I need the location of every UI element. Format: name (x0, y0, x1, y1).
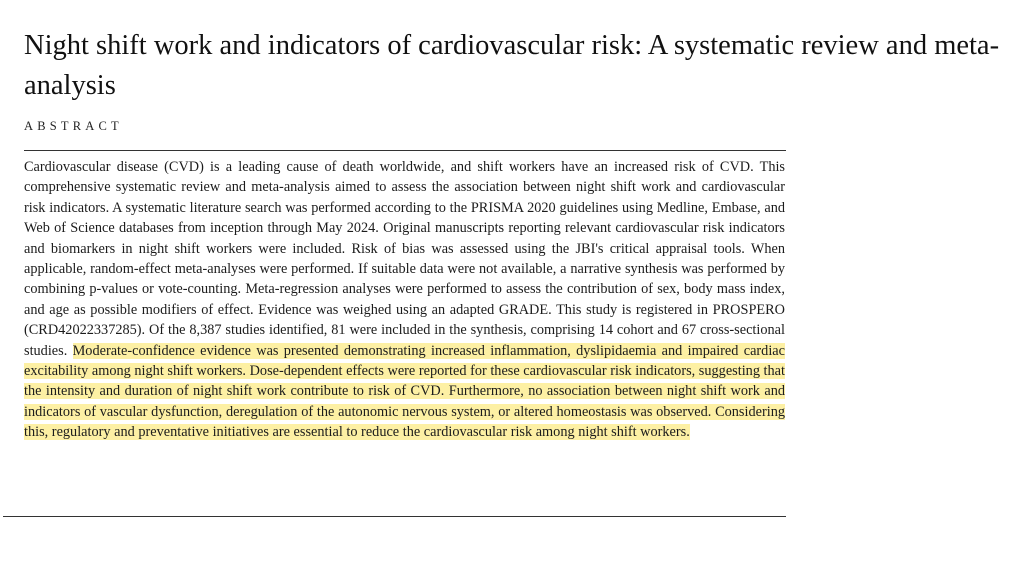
abstract-highlighted-text[interactable]: Moderate-confidence evidence was presented demonstrating increased inflammation, dyslipidaemia and impaired cardiac excitability among night shift workers. Dose-dependent effects were reported for these cardiovascular risk indicators, suggesting that the intensity and duration of night shift work contribute to risk of CVD. Furthermore, no association between night shift work and indicators of vascular dysfunction, deregulation of the autonomic nervous system, or altered homeostasis was observed. Considering this, regulatory and preventative initiatives are essential to reduce the cardiovascular risk among night shift workers. (24, 342, 785, 441)
abstract-heading: ABSTRACT (24, 119, 123, 133)
abstract-text: Cardiovascular disease (CVD) is a leading cause of death worldwide, and shift workers have an increased risk of CVD. This comprehensive systematic review and meta-analysis aimed to assess the association between night shift work and cardiovascular risk indicators. A systematic literature search was performed according to the PRISMA 2020 guidelines using Medline, Embase, and Web of Science databases from inception through May 2024. Original manuscripts reporting relevant cardiovascular risk indicators and biomarkers in night shift workers were included. Risk of bias was assessed using the JBI's critical appraisal tools. When applicable, random-effect meta-analyses were performed. If suitable data were not available, a narrative synthesis was performed by combining p-values or vote-counting. Meta-regression analyses were performed to assess the contribution of sex, body mass index, and age as possible modifiers of effect. Evidence was weighed using an adapted GRADE. This study is registered in PROSPERO (CRD42022337285). Of the 8,387 studies identified, 81 were included in the synthesis, comprising 14 cohort and 67 cross-sectional studies. (24, 159, 785, 359)
top-divider (24, 150, 786, 151)
bottom-divider (3, 516, 786, 517)
abstract-body (24, 157, 785, 443)
paper-title: Night shift work and indicators of cardiovascular risk: A systematic review and meta-analysis (24, 30, 1000, 101)
